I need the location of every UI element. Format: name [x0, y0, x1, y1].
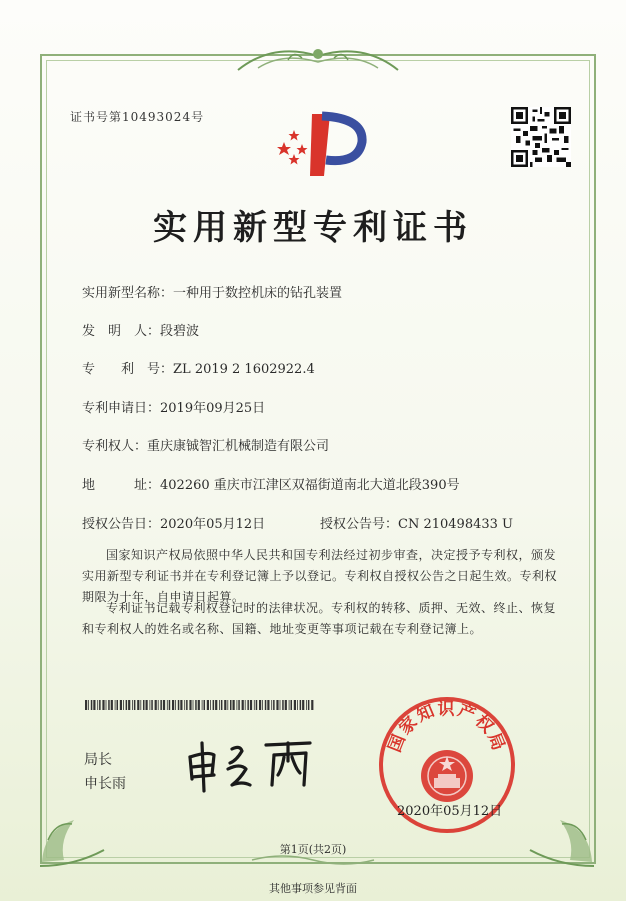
filing-date-row [82, 397, 265, 416]
barcode-icon [85, 700, 315, 710]
legal-status-paragraph: 专利证书记载专利权登记时的法律状况。专利权的转移、质押、无效、终止、恢复和专利权人的姓名或名称、国籍、地址变更等事项记载在专利登记簿上。 [82, 601, 557, 636]
address-row [82, 474, 460, 493]
filing-date-label: 专利申请日： [82, 401, 161, 416]
director-title: 局长 [84, 752, 112, 768]
patent-number-value: ZL 2019 2 1602922.4 [173, 362, 315, 377]
grant-date-row [82, 513, 265, 532]
patentee-label: 专利权人： [82, 439, 148, 454]
address-value: 402260 重庆市江津区双福街道南北大道北段390号 [160, 478, 460, 493]
certificate-number: 证书号第10493024号 [70, 110, 205, 124]
utility-model-name-label: 实用新型名称： [82, 286, 174, 301]
certificate-title: 实用新型专利证书 [153, 208, 473, 248]
inventor-row [82, 320, 199, 339]
bottom-right-ornament-icon [520, 800, 600, 870]
grant-date-value: 2020年05月12日 [160, 517, 266, 532]
utility-model-name-row [82, 282, 342, 301]
address-label: 地 址： [82, 478, 161, 493]
svg-text:国家知识产权局 [385, 699, 509, 755]
grant-number-value: CN 210498433 U [398, 517, 513, 532]
top-ornament-icon [228, 40, 408, 76]
patent-number-row [82, 358, 315, 377]
inventor-label: 发 明 人： [82, 324, 161, 339]
seal-date: 2020年05月12日 [397, 804, 503, 819]
patent-number-label: 专 利 号： [82, 362, 174, 377]
patentee-row [82, 435, 329, 454]
bottom-left-ornament-icon [34, 800, 114, 870]
national-emblem-icon [421, 750, 473, 802]
director-signature-icon [180, 735, 330, 795]
filing-date-value: 2019年09月25日 [160, 401, 266, 416]
grant-number-label: 授权公告号： [320, 517, 399, 532]
patentee-value: 重庆康铖智汇机械制造有限公司 [147, 439, 330, 454]
seal-text: 国家知识产权局 [384, 699, 510, 756]
footer-note: 其他事项参见背面 [269, 882, 357, 895]
grant-number-row [320, 513, 513, 532]
cnipa-logo-icon [272, 104, 372, 184]
grant-date-label: 授权公告日： [82, 517, 161, 532]
director-name: 申长雨 [84, 776, 126, 792]
page-number: 第1页(共2页) [279, 843, 347, 856]
utility-model-name-value: 一种用于数控机床的钻孔装置 [173, 286, 343, 301]
qr-code-icon [511, 107, 571, 167]
grant-statement-paragraph: 国家知识产权局依照中华人民共和国专利法经过初步审查，决定授予专利权，颁发实用新型专利证书并在专利登记簿上予以登记。专利权自授权公告之日起生效。专利权期限为十年，自申请日起算。 [82, 548, 558, 604]
inventor-value: 段碧波 [160, 324, 200, 339]
